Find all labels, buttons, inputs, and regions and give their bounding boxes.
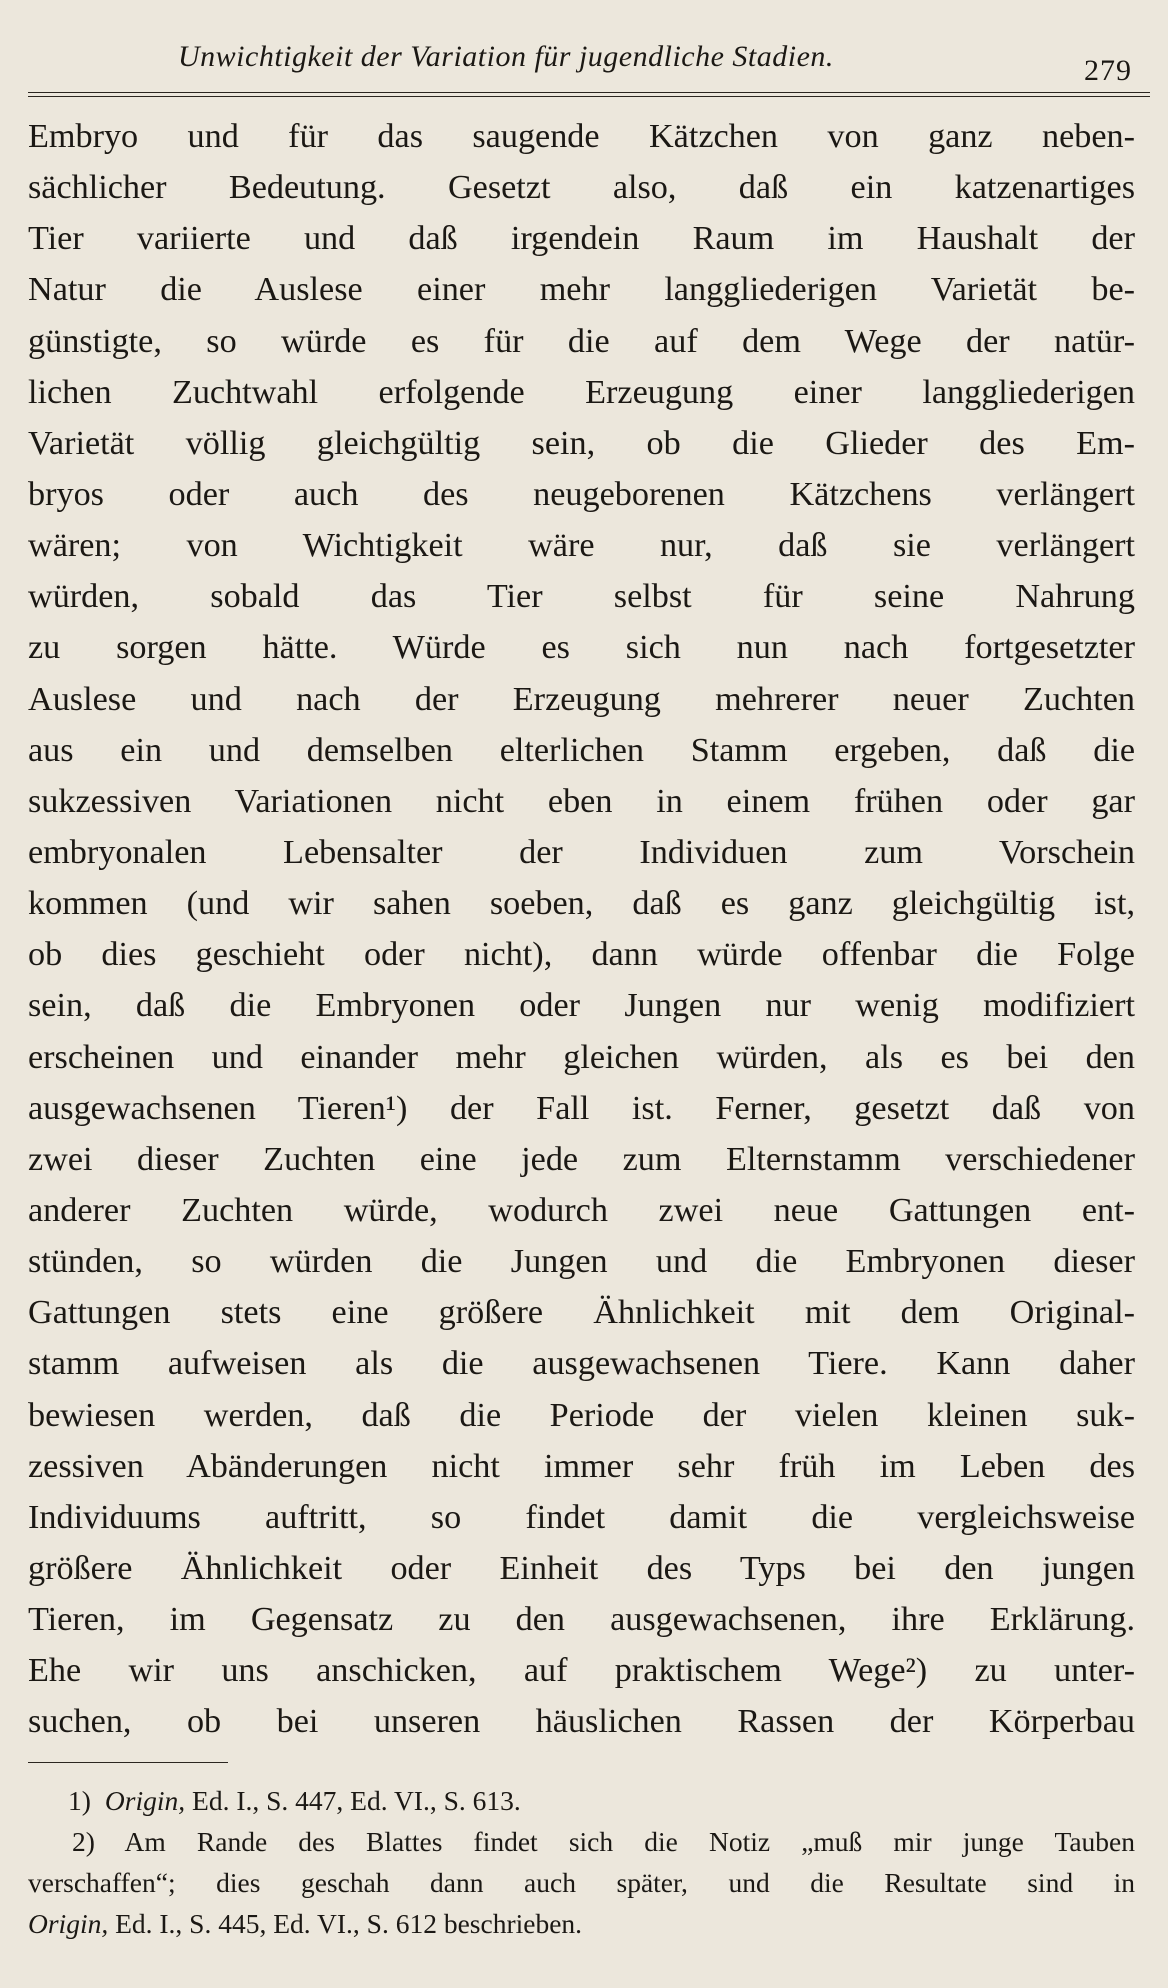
text-line: günstigte, so würde es für die auf dem Wege der natür- — [28, 322, 1135, 360]
running-head — [28, 30, 1150, 94]
text-line: aus ein und demselben elterlichen Stamm ergeben, daß die — [28, 731, 1135, 769]
footnote-rule — [28, 1762, 228, 1763]
text-line: bryos oder auch des neugeborenen Kätzchens verlängert — [28, 475, 1135, 513]
text-line: zu sorgen hätte. Würde es sich nun nach fortgesetzter — [28, 629, 1135, 667]
text-line: Varietät völlig gleichgültig sein, ob die Glieder des Em- — [28, 424, 1135, 462]
text-line: größere Ähnlichkeit oder Einheit des Typs bei den jungen — [28, 1549, 1135, 1587]
text-line: Gattungen stets eine größere Ähnlichkeit mit dem Original- — [28, 1294, 1135, 1332]
text-line: zessiven Abänderungen nicht immer sehr früh im Leben des — [28, 1447, 1135, 1485]
text-line: zwei dieser Zuchten eine jede zum Elternstamm verschiedener — [28, 1140, 1135, 1178]
text-line: Individuums auftritt, so findet damit die vergleichsweise — [28, 1498, 1135, 1536]
text-line: wären; von Wichtigkeit wäre nur, daß sie verlängert — [28, 527, 1135, 565]
running-head-title: Unwichtigkeit der Variation für jugendliche Stadien. — [178, 40, 834, 73]
text-line: Ehe wir uns anschicken, auf praktischem Wege²) zu unter- — [28, 1652, 1135, 1690]
text-line: sein, daß die Embryonen oder Jungen nur wenig modifiziert — [28, 987, 1135, 1025]
text-line: suchen, ob bei unseren häuslichen Rassen der Körperbau — [28, 1703, 1135, 1741]
footnote-2-line: 2) Am Rande des Blattes findet sich die Notiz „muß mir junge Tauben — [72, 1826, 1135, 1857]
footnote-2-work: Origin, — [28, 1908, 109, 1939]
footnote-2-text: Ed. I., S. 445, Ed. VI., S. 612 beschrieben. — [115, 1908, 583, 1939]
text-line: embryonalen Lebensalter der Individuen zum Vorschein — [28, 833, 1135, 871]
text-line: Embryo und für das saugende Kätzchen von ganz neben- — [28, 118, 1135, 155]
footnote-2-line: verschaffen“; dies geschah dann auch später, und die Resultate sind in — [28, 1867, 1135, 1898]
footnote-1 — [28, 1780, 1135, 1821]
text-line: stamm aufweisen als die ausgewachsenen Tiere. Kann daher — [28, 1345, 1135, 1383]
text-line: Auslese und nach der Erzeugung mehrerer neuer Zuchten — [28, 680, 1135, 718]
text-line: sukzessiven Variationen nicht eben in einem frühen oder gar — [28, 782, 1135, 820]
page-number: 279 — [1084, 54, 1132, 87]
footnote-1-text: Ed. I., S. 447, Ed. VI., S. 613. — [192, 1785, 521, 1816]
text-line: sächlicher Bedeutung. Gesetzt also, daß ein katzenartiges — [28, 169, 1135, 207]
footnote-2-line — [28, 1903, 1135, 1944]
text-line: anderer Zuchten würde, wodurch zwei neue Gattungen ent- — [28, 1191, 1135, 1229]
footnote-1-work: Origin, — [104, 1785, 186, 1816]
text-line: ob dies geschieht oder nicht), dann würde offenbar die Folge — [28, 936, 1135, 974]
footnote-1-marker: 1) — [68, 1785, 91, 1816]
text-line: ausgewachsenen Tieren¹) der Fall ist. Ferner, gesetzt daß von — [28, 1089, 1135, 1127]
text-line: kommen (und wir sahen soeben, daß es ganz gleichgültig ist, — [28, 885, 1135, 923]
text-line: Tier variierte und daß irgendein Raum im Haushalt der — [28, 220, 1135, 258]
text-line: stünden, so würden die Jungen und die Embryonen dieser — [28, 1243, 1135, 1281]
text-line: bewiesen werden, daß die Periode der vielen kleinen suk- — [28, 1396, 1135, 1434]
text-line: Natur die Auslese einer mehr langgliederigen Varietät be- — [28, 271, 1135, 309]
footnotes — [28, 1780, 1135, 1944]
header-rule — [28, 92, 1150, 97]
body-text — [28, 111, 1135, 1748]
text-line: lichen Zuchtwahl erfolgende Erzeugung einer langgliederigen — [28, 373, 1135, 411]
text-line: würden, sobald das Tier selbst für seine Nahrung — [28, 578, 1135, 616]
text-line: erscheinen und einander mehr gleichen würden, als es bei den — [28, 1038, 1135, 1076]
text-line: Tieren, im Gegensatz zu den ausgewachsenen, ihre Erklärung. — [28, 1601, 1135, 1639]
